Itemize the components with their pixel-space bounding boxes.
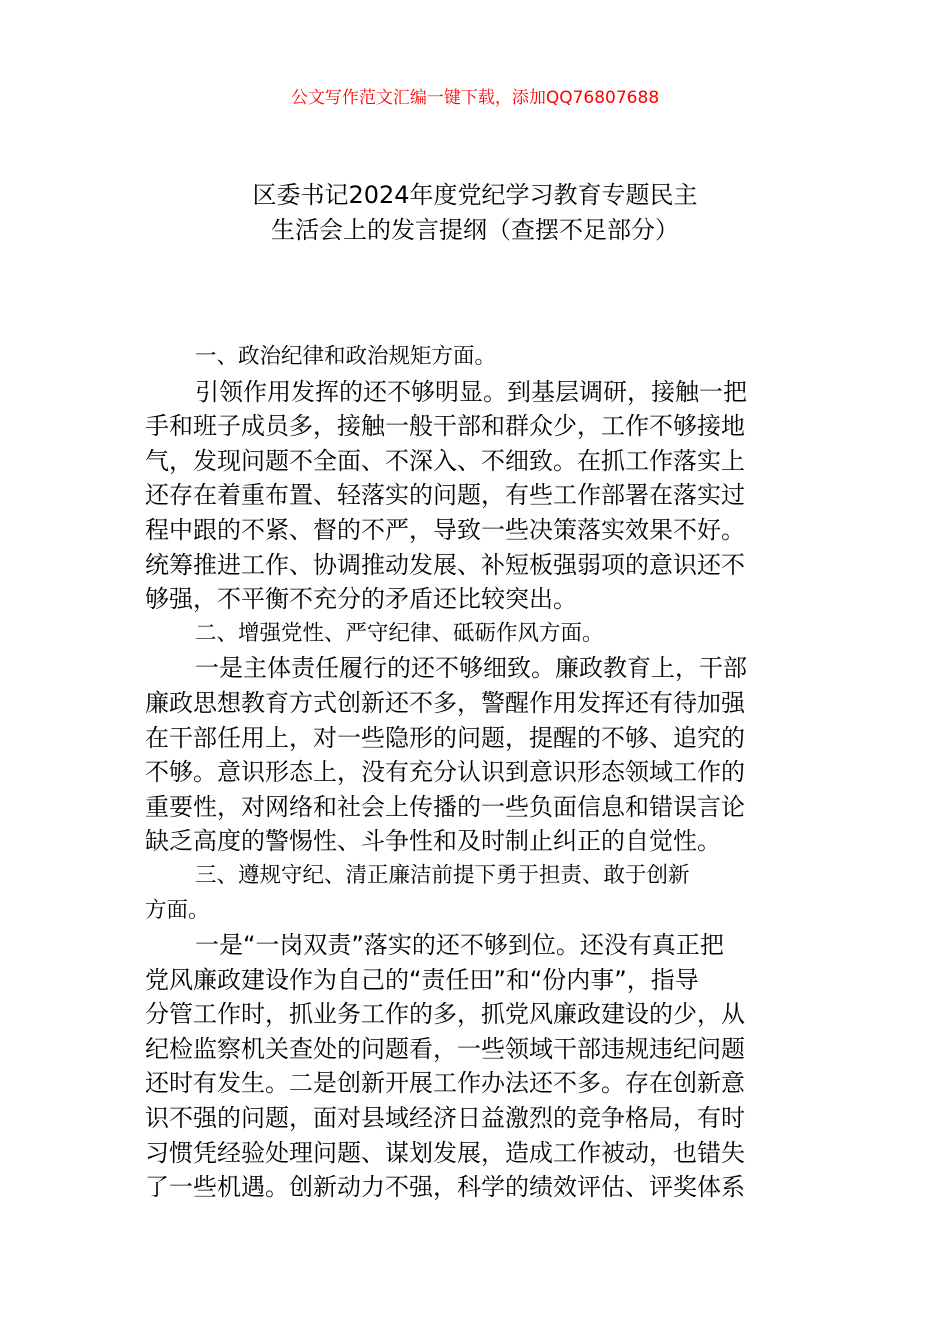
- text-line: 不够。意识形态上，没有充分认识到意识形态领域工作的: [145, 758, 745, 787]
- document-body: [145, 340, 810, 1205]
- title-line: 生活会上的发言提纲（查摆不足部分）: [271, 215, 679, 244]
- text-line: 缺乏高度的警惕性、斗争性和及时制止纠正的自觉性。: [145, 827, 721, 856]
- text-line: 够强，不平衡不充分的矛盾还比较突出。: [145, 585, 577, 614]
- text-line: 识不强的问题，面对县域经济日益激烈的竞争格局，有时: [145, 1104, 745, 1133]
- text-line: 分管工作时，抓业务工作的多，抓党风廉政建设的少，从: [145, 1000, 745, 1029]
- text-line: 还时有发生。二是创新开展工作办法还不多。存在创新意: [145, 1069, 745, 1098]
- text-line: 在干部任用上，对一些隐形的问题，提醒的不够、追究的: [145, 723, 745, 752]
- section-heading-3: 三、遵规守纪、清正廉洁前提下勇于担责、敢于创新: [195, 862, 690, 888]
- text-line: 廉政思想教育方式创新还不多，警醒作用发挥还有待加强: [145, 688, 745, 717]
- title-line: 区委书记2024年度党纪学习教育专题民主: [252, 181, 698, 209]
- download-notice: 公文写作范文汇编一键下载，添加QQ76807688: [290, 88, 660, 108]
- text-line: 手和班子成员多，接触一般干部和群众少，工作不够接地: [145, 412, 745, 441]
- section-heading-3-cont: 方面。: [145, 897, 210, 923]
- text-line: 程中跟的不紧、督的不严，导致一些决策落实效果不好。: [145, 515, 745, 544]
- text-line: 党风廉政建设作为自己的“责任田”和“份内事”，指导: [145, 965, 699, 994]
- text-line: 重要性，对网络和社会上传播的一些负面信息和错误言论: [145, 792, 745, 821]
- text-line: 引领作用发挥的还不够明显。到基层调研，接触一把: [195, 377, 747, 406]
- text-line: 还存在着重布置、轻落实的问题，有些工作部署在落实过: [145, 481, 745, 510]
- text-line: 了一些机遇。创新动力不强，科学的绩效评估、评奖体系: [145, 1173, 745, 1202]
- document-title: [0, 178, 950, 247]
- text-line: 一是主体责任履行的还不够细致。廉政教育上，干部: [195, 654, 747, 683]
- section-heading-1: 一、政治纪律和政治规矩方面。: [195, 344, 497, 369]
- text-line: 统筹推进工作、协调推动发展、补短板强弱项的意识还不: [145, 550, 745, 579]
- text-line: 气，发现问题不全面、不深入、不细致。在抓工作落实上: [145, 446, 745, 475]
- text-line: 纪检监察机关查处的问题看，一些领域干部违规违纪问题: [145, 1034, 745, 1063]
- text-line: 一是“一岗双责”落实的还不够到位。还没有真正把: [195, 931, 724, 960]
- section-heading-2: 二、增强党性、严守纪律、砥砺作风方面。: [195, 620, 604, 646]
- text-line: 习惯凭经验处理问题、谋划发展，造成工作被动，也错失: [145, 1138, 745, 1167]
